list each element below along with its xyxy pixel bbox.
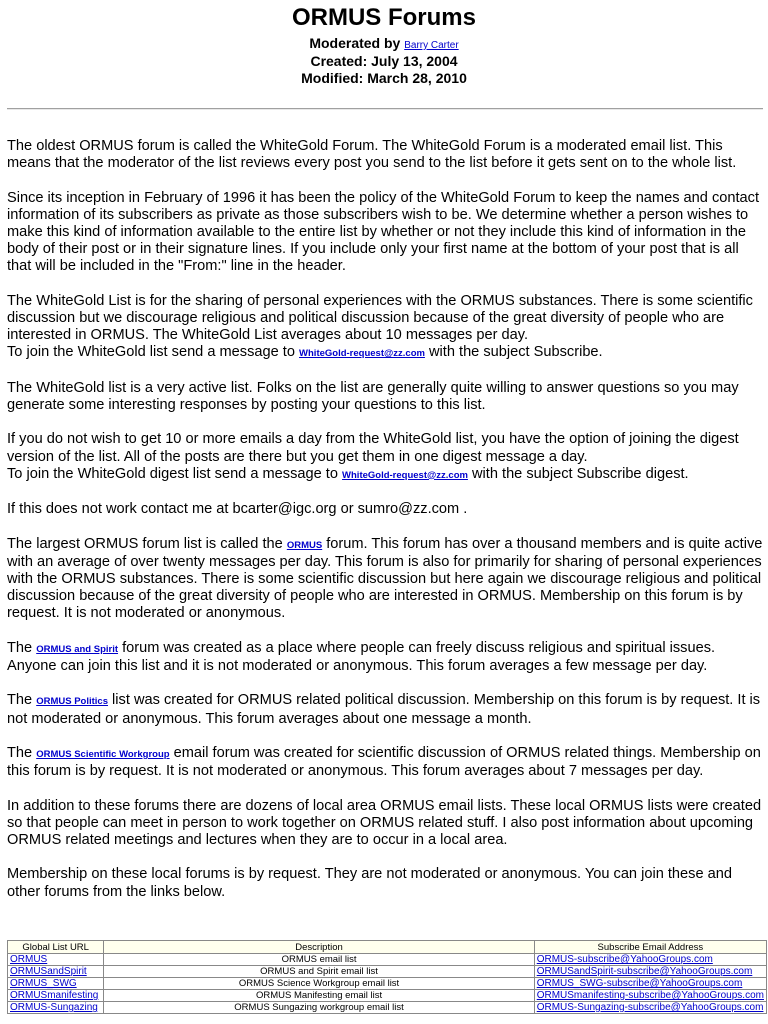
paragraph-digest <box>7 431 763 484</box>
table-row <box>8 1002 767 1014</box>
paragraph-active-list: The WhiteGold list is a very active list. Folks on the list are generally quite willing to answer questions so you may generate some interesting responses by posting your questions to this list. <box>7 379 739 413</box>
paragraph-whitegold-list <box>7 293 763 363</box>
subscribe-email-link[interactable]: ORMUSandSpirit-subscribe@YahooGroups.com <box>536 966 753 977</box>
table-cell-url <box>8 954 104 966</box>
table-header-row <box>8 941 767 954</box>
table-row <box>8 990 767 1002</box>
ormus-forum-text-after: forum. This forum has over a thousand members and is quite active with an average of over twenty messages per day. This forum is also for primarily for sharing of personal experiences with the ORMUS substances. There is some scientific discussion but here again we discourage religious and political discussion because of the great diversity of people who are interested in ORMUS. Membership on this forum is by request. It is not moderated or anonymous. <box>7 535 763 622</box>
page-title: ORMUS Forums <box>291 4 476 31</box>
ormus-forum-text-before: The largest ORMUS forum list is called the <box>7 535 287 552</box>
list-url-link[interactable]: ORMUSandSpirit <box>10 966 87 977</box>
table-row <box>8 978 767 990</box>
moderated-by-label: Moderated by <box>309 35 401 51</box>
horizontal-divider <box>7 108 763 110</box>
subscribe-email-link[interactable]: ORMUS-Sungazing-subscribe@YahooGroups.com <box>536 1002 764 1013</box>
table-cell-url <box>8 978 104 990</box>
modified-date: Modified: March 28, 2010 <box>301 70 467 86</box>
table-cell-url <box>8 990 104 1002</box>
table-cell-description: ORMUS Science Workgroup email list <box>104 978 534 990</box>
paragraph-privacy: Since its inception in February of 1996 it has been the policy of the WhiteGold Forum to keep the names and contact information of its subscribers as private as those subscribers wish to be. We determine whether a person wishes to make this kind of information available to the entire list by whether or not they include this kind of information in the body of their post or in their signature lines. If you include only your first name at the bottom of your post that is all that will be included in the "From:" line in the header. <box>7 189 760 275</box>
whitegold-request-link[interactable]: WhiteGold-request@zz.com <box>299 348 425 360</box>
subscribe-email-link[interactable]: ORMUSmanifesting-subscribe@YahooGroups.com <box>536 990 764 1001</box>
spirit-text-after: forum was created as a place where people can freely discuss religious and spiritual issues. Anyone can join this list and it is not moderated or anonymous. This forum averages a few message per day. <box>7 639 716 674</box>
ormus-swg-link[interactable]: ORMUS Scientific Workgroup <box>36 748 170 760</box>
table-cell-url <box>8 966 104 978</box>
swg-text-before: The <box>7 744 37 761</box>
subscribe-email-link[interactable]: ORMUS_SWG-subscribe@YahooGroups.com <box>536 978 743 989</box>
table-cell-email <box>534 954 766 966</box>
list-url-link[interactable]: ORMUS_SWG <box>10 978 77 989</box>
table-cell-description: ORMUS Manifesting email list <box>104 990 534 1002</box>
table-cell-url <box>8 1002 104 1014</box>
politics-text-before: The <box>7 692 37 709</box>
join-subject: with the subject Subscribe. <box>424 344 603 361</box>
table-cell-description: ORMUS and Spirit email list <box>104 966 534 978</box>
paragraph-ormus-forum <box>7 536 763 623</box>
table-cell-email <box>534 990 766 1002</box>
table-cell-description: ORMUS Sungazing workgroup email list <box>104 1002 534 1014</box>
ormus-forum-link[interactable]: ORMUS <box>286 539 323 551</box>
whitegold-desc: The WhiteGold List is for the sharing of personal experiences with the ORMUS substances. There is some scientific discussion but we discourage religious and political discussion because of the great diversity of people who are interested in ORMUS. The WhiteGold List averages about 10 messages per day. <box>7 292 753 344</box>
table-cell-email <box>534 978 766 990</box>
paragraph-intro: The oldest ORMUS forum is called the WhiteGold Forum. The WhiteGold Forum is a moderated email list. This means that the moderator of the list reviews every post you send to the list before it gets sent on to the whole list. <box>7 138 737 172</box>
list-url-link[interactable]: ORMUS <box>10 954 48 965</box>
table-row <box>8 966 767 978</box>
paragraph-local-lists: In addition to these forums there are dozens of local area ORMUS email lists. These local ORMUS lists were created so that people can meet in person to work together on ORMUS related stuff. I also post information about upcoming ORMUS related meetings and lectures when they are to occur in a local area. <box>7 797 762 848</box>
ormus-politics-link[interactable]: ORMUS Politics <box>36 696 108 708</box>
list-url-link[interactable]: ORMUSmanifesting <box>10 990 99 1001</box>
table-cell-description: ORMUS email list <box>104 954 534 966</box>
subscribe-email-link[interactable]: ORMUS-subscribe@YahooGroups.com <box>536 954 713 965</box>
digest-join-text: To join the WhiteGold digest list send a message to <box>7 465 343 482</box>
moderator-link[interactable]: Barry Carter <box>404 40 459 51</box>
table-cell-email <box>534 1002 766 1014</box>
politics-text-after: list was created for ORMUS related political discussion. Membership on this forum is by request. It is not moderated or anonymous. This forum averages about one message a month. <box>7 692 761 727</box>
table-cell-email <box>534 966 766 978</box>
list-url-link[interactable]: ORMUS-Sungazing <box>10 1002 98 1013</box>
swg-text-after: email forum was created for scientific discussion of ORMUS related things. Membership on this forum is by request. It is not moderated or anonymous. This forum averages about 7 messages per day. <box>7 744 761 780</box>
paragraph-ormus-swg <box>7 745 763 780</box>
forums-table <box>7 940 767 1014</box>
column-header-description: Description <box>104 941 534 954</box>
created-date: Created: July 13, 2004 <box>310 53 458 69</box>
digest-desc: If you do not wish to get 10 or more emails a day from the WhiteGold list, you have the option of joining the digest version of the list. All of the posts are there but you get them in one digest message a day. <box>7 431 739 465</box>
column-header-email: Subscribe Email Address <box>534 941 766 954</box>
article-body <box>7 138 763 918</box>
paragraph-contact: If this does not work contact me at bcarter@igc.org or sumro@zz.com . <box>7 501 468 518</box>
paragraph-membership: Membership on these local forums is by request. They are not moderated or anonymous. You can join these and other forums from the links below. <box>7 866 732 900</box>
paragraph-ormus-politics <box>7 692 763 727</box>
join-text: To join the WhiteGold list send a message to <box>7 344 300 361</box>
table-row <box>8 954 767 966</box>
whitegold-digest-request-link[interactable]: WhiteGold-request@zz.com <box>342 469 468 481</box>
spirit-text-before: The <box>7 639 37 656</box>
paragraph-ormus-spirit <box>7 640 763 675</box>
ormus-spirit-link[interactable]: ORMUS and Spirit <box>36 643 119 655</box>
column-header-url: Global List URL <box>8 941 104 954</box>
digest-join-subject: with the subject Subscribe digest. <box>467 465 689 482</box>
